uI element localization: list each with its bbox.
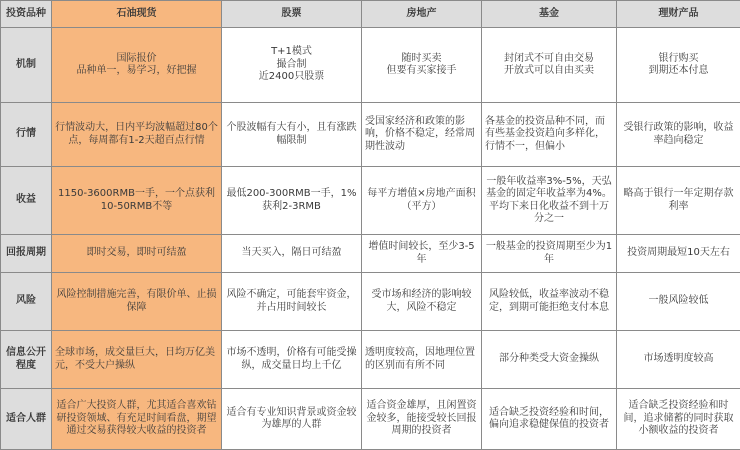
header-real-estate: 房地产 [362, 1, 482, 28]
row-label: 收益 [1, 167, 52, 235]
cell-wealth: 略高于银行一年定期存款利率 [617, 167, 740, 235]
row-label: 行情 [1, 103, 52, 167]
cell-wealth: 受银行政策的影响，收益率趋向稳定 [617, 103, 740, 167]
header-row [1, 1, 740, 28]
cell-wealth: 银行购买 到期还本付息 [617, 28, 740, 103]
cell-real-estate: 增值时间较长，至少3-5年 [362, 235, 482, 273]
header-funds: 基金 [482, 1, 617, 28]
cell-wealth: 适合缺乏投资经验和时间，追求储蓄的同时获取小额收益的投资者 [617, 389, 740, 450]
cell-oil: 国际报价 品种单一，易学习，好把握 [52, 28, 222, 103]
cell-oil: 风险控制措施完善，有限价单、止损保障 [52, 273, 222, 331]
cell-oil: 即时交易，即时可结盈 [52, 235, 222, 273]
cell-funds: 风险较低，收益率波动不稳定，到期可能拒绝支付本息 [482, 273, 617, 331]
cell-real-estate: 随时买卖 但要有买家接手 [362, 28, 482, 103]
table-row [1, 28, 740, 103]
table-row [1, 331, 740, 389]
cell-funds: 一般年收益率3%-5%，天弘基金的固定年收益率为4%。平均下来日化收益不到十万分之一 [482, 167, 617, 235]
cell-funds: 封闭式不可自由交易 开放式可以自由买卖 [482, 28, 617, 103]
cell-stocks: 风险不确定，可能套牢资金，并占用时间较长 [222, 273, 362, 331]
cell-real-estate: 透明度较高，因地理位置的区别而有所不同 [362, 331, 482, 389]
table-row [1, 103, 740, 167]
cell-stocks: 当天买入，隔日可结盈 [222, 235, 362, 273]
cell-stocks: 个股波幅有大有小，且有涨跌幅限制 [222, 103, 362, 167]
cell-real-estate: 受国家经济和政策的影响，价格不稳定，经常周期性波动 [362, 103, 482, 167]
cell-stocks: 市场不透明，价格有可能受操纵，成交量日均上千亿 [222, 331, 362, 389]
cell-stocks: 最低200-300RMB一手，1%获利2-3RMB [222, 167, 362, 235]
cell-stocks: T+1模式 撮合制 近2400只股票 [222, 28, 362, 103]
cell-oil: 适合广大投资人群，尤其适合喜欢钻研投资领域、有充足时间看盘，期望通过交易获得较大收益的投资者 [52, 389, 222, 450]
header-stocks: 股票 [222, 1, 362, 28]
cell-oil: 全球市场，成交量巨大，日均万亿美元，不受大户操纵 [52, 331, 222, 389]
header-item-type: 投资品种 [1, 1, 52, 28]
table-row [1, 389, 740, 450]
row-label: 机制 [1, 28, 52, 103]
cell-funds: 各基金的投资品种不同，而有些基金投资趋向多样化，行情不一，但偏小 [482, 103, 617, 167]
cell-wealth: 投资周期最短10天左右 [617, 235, 740, 273]
header-oil-spot: 石油现货 [52, 1, 222, 28]
header-wealth-products: 理财产品 [617, 1, 740, 28]
cell-oil: 行情波动大，日内平均波幅超过80个点，每周都有1-2天超百点行情 [52, 103, 222, 167]
cell-wealth: 市场透明度较高 [617, 331, 740, 389]
cell-oil: 1150-3600RMB一手，一个点获利10-50RMB不等 [52, 167, 222, 235]
cell-real-estate: 受市场和经济的影响较大，风险不稳定 [362, 273, 482, 331]
cell-wealth: 一般风险较低 [617, 273, 740, 331]
row-label: 风险 [1, 273, 52, 331]
row-label: 适合人群 [1, 389, 52, 450]
row-label: 回报周期 [1, 235, 52, 273]
table-row [1, 167, 740, 235]
table-row [1, 235, 740, 273]
cell-real-estate: 适合资金雄厚，且闲置资金较多，能接受较长回报周期的投资者 [362, 389, 482, 450]
table-row [1, 273, 740, 331]
row-label: 信息公开程度 [1, 331, 52, 389]
cell-funds: 适合缺乏投资经验和时间，偏向追求稳健保值的投资者 [482, 389, 617, 450]
cell-real-estate: 每平方增值×房地产面积（平方） [362, 167, 482, 235]
cell-stocks: 适合有专业知识背景或资金较为雄厚的人群 [222, 389, 362, 450]
cell-funds: 一般基金的投资周期至少为1年 [482, 235, 617, 273]
cell-funds: 部分种类受大资金操纵 [482, 331, 617, 389]
